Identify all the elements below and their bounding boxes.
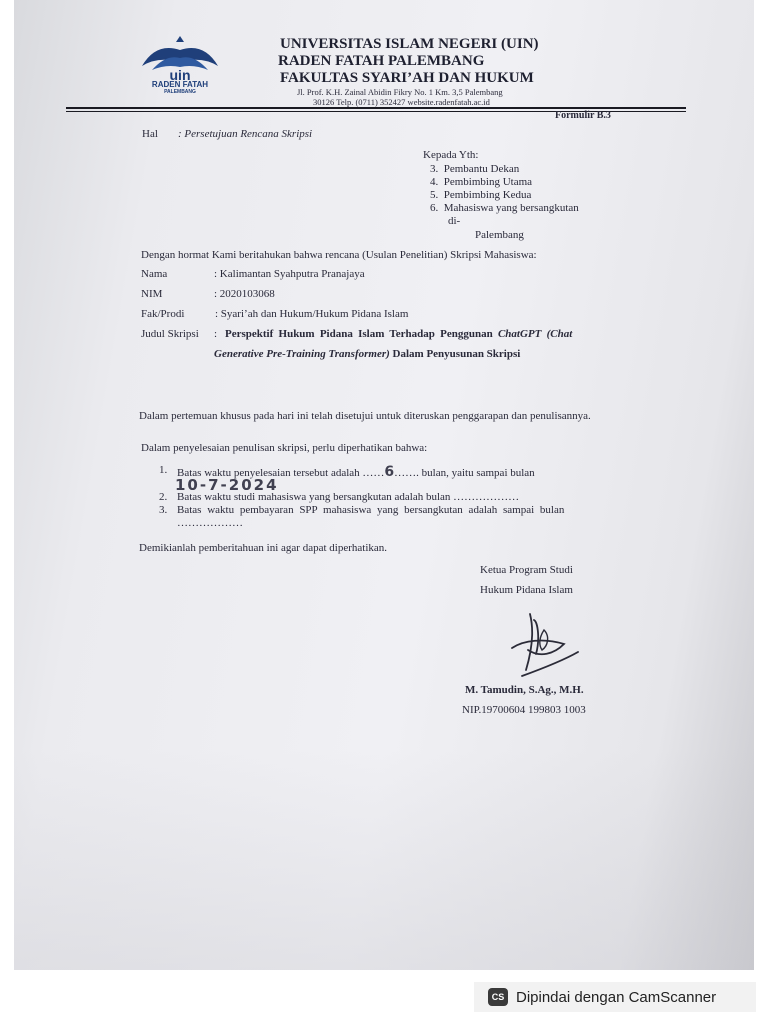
institute-name: RADEN FATAH PALEMBANG xyxy=(278,53,485,69)
thesis-title-colon: : xyxy=(214,328,218,340)
recipient-item: 5. Pembimbing Kedua xyxy=(430,189,532,201)
note-2-number: 2. xyxy=(159,491,168,503)
signatory-name: M. Tamudin, S.Ag., M.H. xyxy=(465,684,584,696)
note-1-number: 1. xyxy=(159,464,168,476)
recipient-item: 6. Mahasiswa yang bersangkutan xyxy=(430,202,579,214)
thesis-title-line-1: Perspektif Hukum Pidana Islam Terhadap Penggunan ChatGPT (Chat xyxy=(225,328,573,340)
subject-label: Hal xyxy=(142,128,158,140)
recipients-place: Palembang xyxy=(475,229,524,241)
nim-value: : 2020103068 xyxy=(214,288,275,300)
thesis-title-line-2: Generative Pre-Training Transformer) Dalam Penyusunan Skripsi xyxy=(214,348,521,360)
thesis-title-label: Judul Skripsi xyxy=(141,328,199,340)
note-2: Batas waktu studi mahasiswa yang bersangkutan adalah bulan ……………… xyxy=(177,491,520,503)
recipients-di: di- xyxy=(448,215,461,227)
signature-image xyxy=(504,610,584,682)
signatory-role: Ketua Program Studi xyxy=(480,564,573,576)
address-line-2: 30126 Telp. (0711) 352427 website.radenfatah.ac.id xyxy=(313,97,490,107)
address-line-1: Jl. Prof. K.H. Zainal Abidin Fikry No. 1 Km. 3,5 Palembang xyxy=(297,87,503,97)
signatory-nip: NIP.19700604 199803 1003 xyxy=(462,704,586,716)
recipient-item: 4. Pembimbing Utama xyxy=(430,176,533,188)
nim-label: NIM xyxy=(141,288,163,300)
camscanner-watermark xyxy=(474,982,756,1012)
name-value: : Kalimantan Syahputra Pranajaya xyxy=(214,268,365,280)
note-3-dots: ……………… xyxy=(177,517,243,529)
camscanner-icon: CS xyxy=(488,988,508,1006)
handwritten-deadline-date: 10-7-2024 xyxy=(175,476,279,494)
scanned-page xyxy=(14,0,754,970)
prodi-value: : Syari’ah dan Hukum/Hukum Pidana Islam xyxy=(215,308,409,320)
note-3: Batas waktu pembayaran SPP mahasiswa yang bersangkutan adalah sampai bulan xyxy=(177,504,565,516)
intro-text: Dengan hormat Kami beritahukan bahwa rencana (Usulan Penelitian) Skripsi Mahasiswa: xyxy=(141,249,537,261)
name-label: Nama xyxy=(141,268,168,280)
approval-text: Dalam pertemuan khusus pada hari ini telah disetujui untuk diteruskan penggarapan dan penulisannya. xyxy=(139,410,591,422)
prodi-label: Fak/Prodi xyxy=(141,308,185,320)
letterhead-rule-thick xyxy=(66,107,686,109)
subject-value: : Persetujuan Rencana Skripsi xyxy=(178,128,313,140)
signatory-program: Hukum Pidana Islam xyxy=(480,584,573,596)
form-code: Formulir B.3 xyxy=(555,110,611,121)
logo-name: RADEN FATAH xyxy=(151,80,209,89)
recipient-item: 3. Pembantu Dekan xyxy=(430,163,520,175)
note-3-number: 3. xyxy=(159,504,168,516)
recipients-salutation: Kepada Yth: xyxy=(423,149,479,161)
notes-intro: Dalam penyelesaian penulisan skripsi, perlu diperhatikan bahwa: xyxy=(141,442,428,454)
note-1: Batas waktu penyelesaian tersebut adalah ……6……. bulan, yaitu sampai bulan xyxy=(177,464,535,480)
handwritten-months: 6 xyxy=(384,464,395,480)
university-name: UNIVERSITAS ISLAM NEGERI (UIN) xyxy=(280,36,539,52)
logo-city: PALEMBANG xyxy=(164,89,196,95)
faculty-name: FAKULTAS SYARI’AH DAN HUKUM xyxy=(280,70,534,86)
logo-emblem-text: uin xyxy=(169,67,191,83)
camscanner-text: Dipindai dengan CamScanner xyxy=(516,988,717,1006)
closing-text: Demikianlah pemberitahuan ini agar dapat diperhatikan. xyxy=(139,542,388,554)
